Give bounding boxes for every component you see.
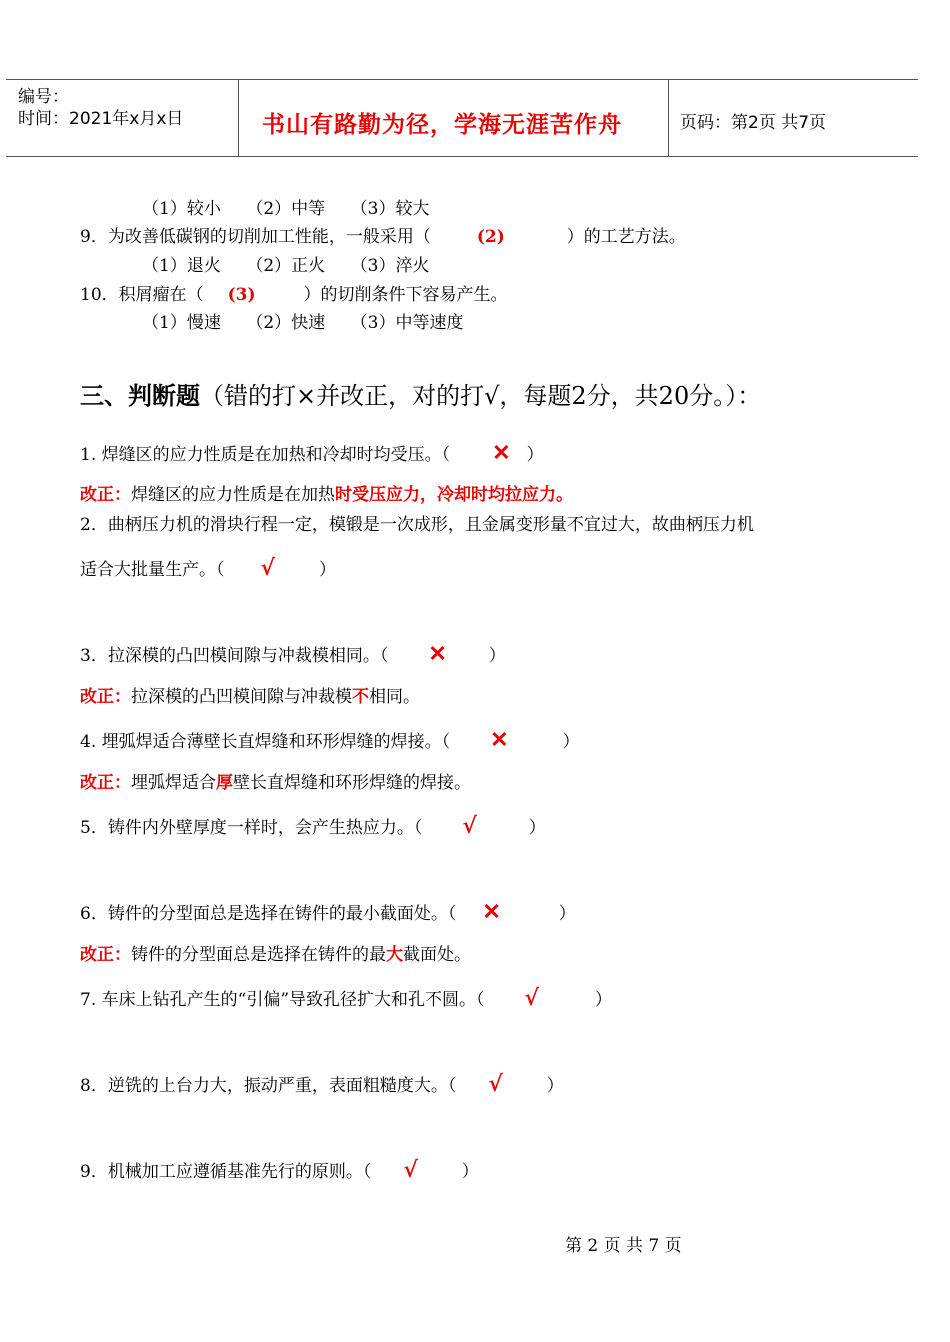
q9-post: ）的工艺方法。: [566, 227, 686, 247]
q9-answer: (2): [476, 227, 505, 247]
judgment-7: [80, 985, 612, 1011]
header-divider-left: [238, 80, 239, 157]
header-divider-right: [668, 80, 669, 157]
cross-icon: ✕: [428, 641, 447, 667]
correction-3-text: 拉深模的凸凹模间隙与冲裁模: [131, 687, 352, 707]
correction-3-fix: 不: [352, 687, 369, 707]
q10-post: ）的切削条件下容易产生。: [303, 285, 508, 305]
section3-title-bold: 三、判断题: [80, 382, 200, 410]
check-icon: √: [488, 1071, 503, 1097]
judgment-4-close: ）: [562, 732, 580, 752]
correction-1-fix: 时受压应力，冷却时均拉应力。: [335, 485, 573, 505]
correction-label: 改正：: [80, 485, 131, 505]
page-footer: 第 2 页 共 7 页: [565, 1236, 682, 1256]
correction-3: [80, 682, 420, 707]
correction-6: [80, 940, 471, 965]
correction-4-tail: 壁长直焊缝和环形焊缝的焊接。: [233, 773, 471, 793]
correction-4-text: 埋弧焊适合: [131, 773, 216, 793]
cross-icon: ✕: [490, 727, 509, 753]
header-time-label: 时间：2021年x月x日: [18, 109, 184, 129]
q9-options: （1）退火 （2）正火 （3）淬火: [142, 256, 430, 276]
q9-pre: 9．为改善低碳钢的切削加工性能，一般采用（: [80, 227, 431, 247]
header-motto: 书山有路勤为径，学海无涯苦作舟: [262, 112, 622, 138]
cross-icon: ✕: [492, 440, 511, 466]
judgment-3-close: ）: [488, 646, 506, 666]
judgment-9-text: 9．机械加工应遵循基准先行的原则。（: [80, 1162, 372, 1182]
correction-label: 改正：: [80, 945, 131, 965]
q8-options: （1）较小 （2）中等 （3）较大: [142, 199, 430, 219]
q9-stem: [80, 222, 686, 247]
header-top-rule: [6, 79, 918, 80]
correction-3-tail: 相同。: [369, 687, 420, 707]
cross-icon: ✕: [482, 899, 501, 925]
q10-stem: [80, 280, 508, 305]
header-bottom-rule: [6, 156, 918, 157]
correction-6-tail: 截面处。: [403, 945, 471, 965]
check-icon: √: [260, 555, 275, 581]
judgment-2-line2: [80, 555, 336, 581]
section3-title-rest: （错的打×并改正，对的打√，每题2分，共20分。）：: [200, 382, 762, 410]
judgment-7-close: ）: [594, 990, 612, 1010]
judgment-5: [80, 813, 546, 839]
q10-answer: (3): [227, 285, 256, 305]
section3-title: [80, 376, 761, 411]
correction-1-text: 焊缝区的应力性质是在加热: [131, 485, 335, 505]
correction-6-text: 铸件的分型面总是选择在铸件的最: [131, 945, 386, 965]
check-icon: √: [524, 985, 539, 1011]
judgment-2-line1: 2．曲柄压力机的滑块行程一定，模锻是一次成形，且金属变形量不宜过大，故曲柄压力机: [80, 515, 754, 535]
header-page-label: 页码：第2页 共7页: [680, 113, 827, 133]
judgment-3: [80, 641, 506, 667]
judgment-5-close: ）: [528, 818, 546, 838]
judgment-5-text: 5．铸件内外壁厚度一样时，会产生热应力。（: [80, 818, 423, 838]
check-icon: √: [462, 813, 477, 839]
correction-label: 改正：: [80, 773, 131, 793]
judgment-1: [80, 440, 544, 466]
judgment-8-close: ）: [546, 1076, 564, 1096]
judgment-8-text: 8．逆铣的上台力大，振动严重，表面粗糙度大。（: [80, 1076, 457, 1096]
judgment-4-text: 4. 埋弧焊适合薄壁长直焊缝和环形焊缝的焊接。（: [80, 732, 451, 752]
correction-1: [80, 480, 573, 505]
judgment-8: [80, 1071, 564, 1097]
check-icon: √: [403, 1157, 418, 1183]
judgment-9-close: ）: [461, 1162, 479, 1182]
q10-pre: 10．积屑瘤在（: [80, 285, 204, 305]
correction-4-fix: 厚: [216, 773, 233, 793]
judgment-6-text: 6．铸件的分型面总是选择在铸件的最小截面处。（: [80, 904, 457, 924]
q10-options: （1）慢速 （2）快速 （3）中等速度: [142, 313, 464, 333]
header-number-label: 编号：: [18, 87, 69, 107]
judgment-2-text: 适合大批量生产。（: [80, 560, 225, 580]
judgment-1-text: 1. 焊缝区的应力性质是在加热和冷却时均受压。（: [80, 445, 451, 465]
judgment-1-close: ）: [526, 445, 544, 465]
judgment-3-text: 3．拉深模的凸凹模间隙与冲裁模相同。（: [80, 646, 389, 666]
judgment-2-close: ）: [318, 560, 336, 580]
judgment-6-close: ）: [558, 904, 576, 924]
judgment-4: [80, 727, 580, 753]
judgment-9: [80, 1157, 479, 1183]
correction-label: 改正：: [80, 687, 131, 707]
correction-4: [80, 768, 471, 793]
judgment-6: [80, 899, 576, 925]
correction-6-fix: 大: [386, 945, 403, 965]
judgment-7-text: 7. 车床上钻孔产生的“引偏”导致孔径扩大和孔不圆。（: [80, 990, 485, 1010]
